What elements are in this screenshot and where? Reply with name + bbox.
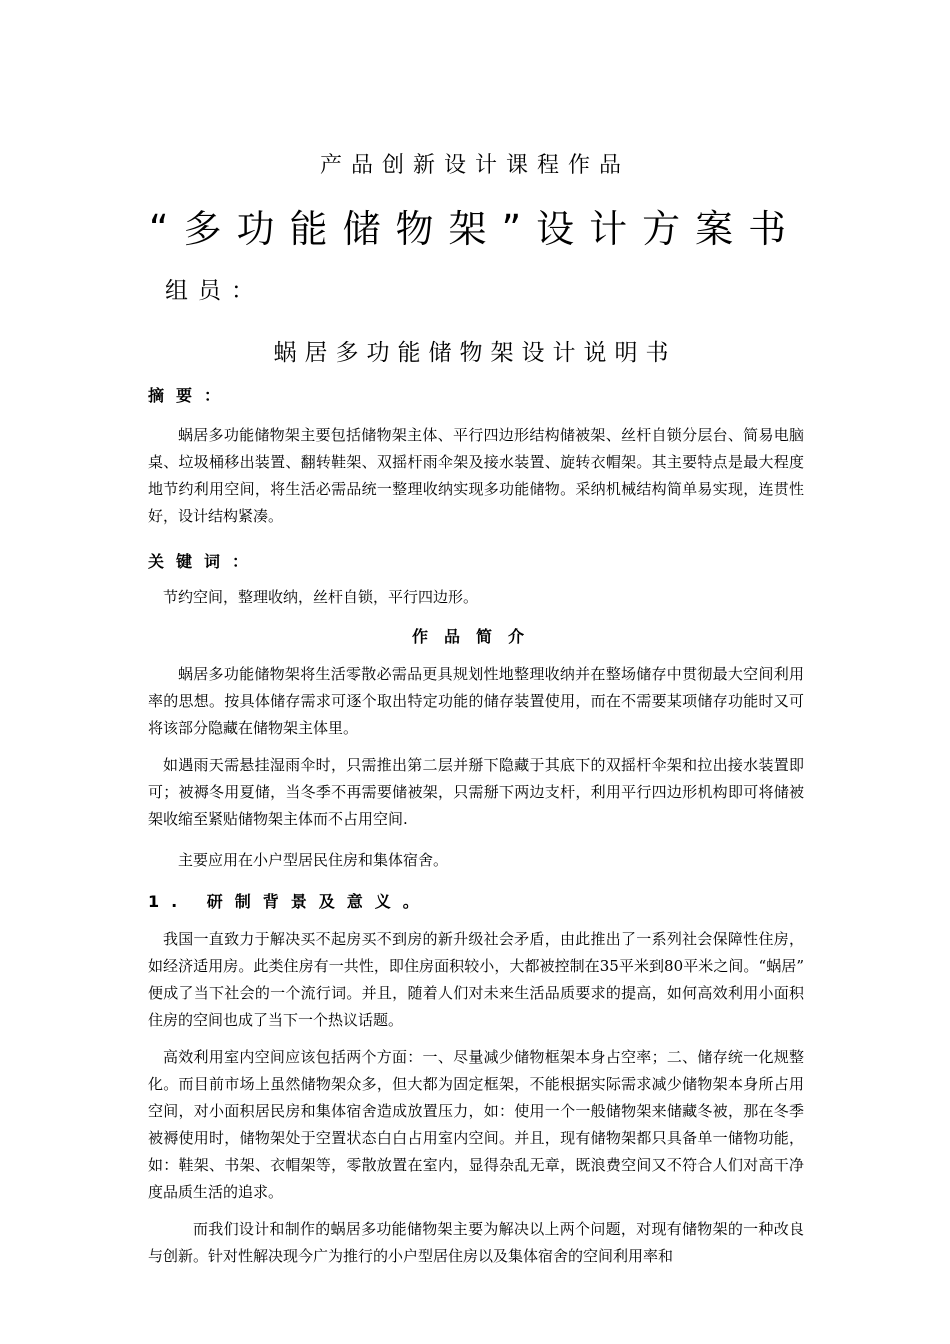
main-title: “多功能储物架”设计方案书 bbox=[148, 207, 802, 251]
members-label: 组员： bbox=[165, 278, 264, 304]
section-1-paragraph-2: 高效利用室内空间应该包括两个方面：一、尽量减少储物框架本身占空率；二、储存统一化规整化。而目前市场上虽然储物架众多，但大都为固定框架，不能根据实际需求减少储物架本身所占用空间，对小面积居民房和集体宿舍造成放置压力，如：使用一个一般储物架来储藏冬被，那在冬季被褥使用时，储物架处于空置状态白白占用室内空间。并且，现有储物架都只具备单一储物功能，如：鞋架、书架、衣帽架等，零散放置在室内，显得杂乱无章，既浪费空间又不符合人们对高干净度品质生活的追求。 bbox=[148, 1048, 804, 1201]
keywords-heading: 关键词： bbox=[148, 552, 261, 571]
section-1-heading: 1. 研制背景及意义。 bbox=[148, 892, 431, 911]
abstract-paragraph: 蜗居多功能储物架主要包括储物架主体、平行四边形结构储被架、丝杆自锁分层台、简易电脑桌、垃圾桶移出装置、翻转鞋架、双摇杆雨伞架及接水装置、旋转衣帽架。其主要特点是最大程度地节约利用空间，将生活必需品统一整理收纳实现多功能储物。采纳机械结构简单易实现，连贯性好，设计结构紧凑。 bbox=[148, 426, 804, 525]
intro-paragraph-1: 蜗居多功能储物架将生活零散必需品更具规划性地整理收纳并在整场储存中贯彻最大空间利用率的思想。按具体储存需求可逐个取出特定功能的储存装置使用，而在不需要某项储存功能时又可将该部分隐藏在储物架主体里。 bbox=[148, 665, 804, 737]
abstract-heading: 摘要： bbox=[148, 386, 233, 405]
section-1-paragraph-3: 而我们设计和制作的蜗居多功能储物架主要为解决以上两个问题，对现有储物架的一种改良与创新。针对性解决现今广为推行的小户型居住房以及集体宿舍的空间利用率和 bbox=[148, 1220, 804, 1265]
keywords-paragraph: 节约空间，整理收纳，丝杆自锁，平行四边形。 bbox=[163, 588, 479, 606]
intro-paragraph-2: 如遇雨天需悬挂湿雨伞时，只需推出第二层并掰下隐藏于其底下的双摇杆伞架和拉出接水装置即可；被褥冬用夏储，当冬季不再需要储被架，只需掰下两边支杆，利用平行四边形机构即可将储被架收缩至紧贴储物架主体而不占用空间. bbox=[148, 756, 804, 828]
document-body bbox=[148, 382, 804, 1270]
course-title: 产品创新设计课程作品 bbox=[319, 153, 630, 178]
document-subtitle: 蜗居多功能储物架设计说明书 bbox=[273, 340, 677, 366]
intro-paragraph-3: 主要应用在小户型居民住房和集体宿舍。 bbox=[178, 851, 449, 869]
intro-heading: 作品简介 bbox=[411, 627, 540, 646]
section-1-paragraph-1: 我国一直致力于解决买不起房买不到房的新升级社会矛盾，由此推出了一系列社会保障性住房，如经济适用房。此类住房有一共性，即住房面积较小，大都被控制在35平米到80平米之间。“蜗居” 便成了当下社会的一个流行词。并且，随着人们对未来生活品质要求的提高，如何高效利用小面积住房的空间也成了当下一个热议话题。 bbox=[148, 930, 804, 1029]
